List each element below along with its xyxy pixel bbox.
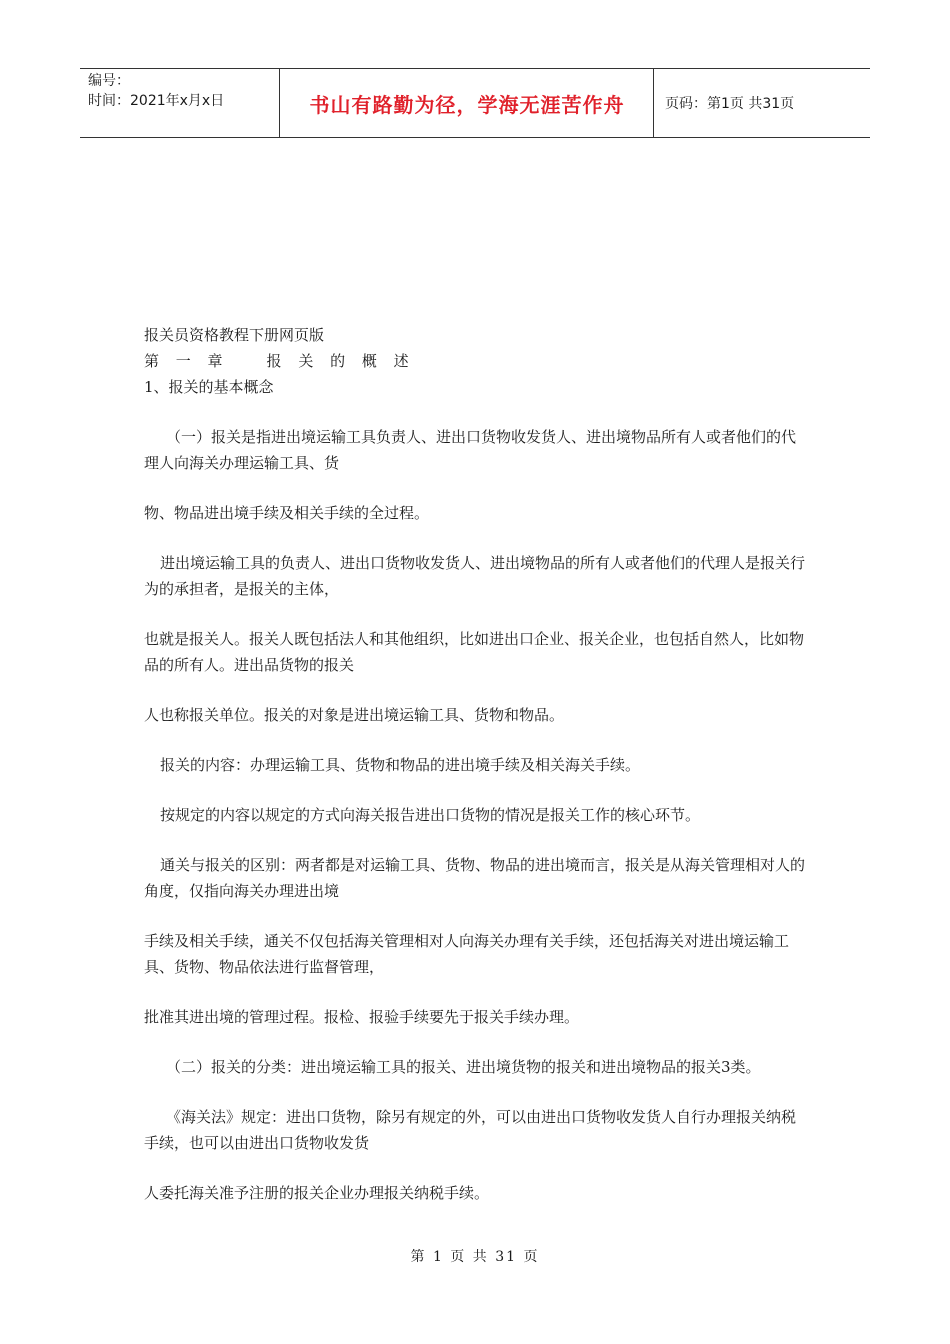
document-title: 报关员资格教程下册网页版: [144, 326, 325, 344]
paragraph: 批准其进出境的管理过程。报检、报验手续要先于报关手续办理。: [144, 1008, 580, 1026]
page-header: [80, 68, 870, 138]
header-meta: [80, 69, 280, 137]
paragraph: 物、物品进出境手续及相关手续的全过程。: [144, 504, 430, 522]
paragraph: 也就是报关人。报关人既包括法人和其他组织，比如进出口企业、报关企业，也包括自然人，比如物品的所有人。进出品货物的报关: [144, 630, 805, 674]
paragraph: 按规定的内容以规定的方式向海关报告进出口货物的情况是报关工作的核心环节。: [160, 806, 701, 824]
chapter-title: 报 关 的 概 述: [266, 352, 415, 370]
header-page-number: 页码：第1页 共31页: [665, 96, 795, 112]
header-motto: 书山有路勤为径，学海无涯苦作舟: [281, 69, 654, 137]
paragraph: 进出境运输工具的负责人、进出口货物收发货人、进出境物品的所有人或者他们的代理人是报关行为的承担者，是报关的主体，: [144, 554, 806, 598]
chapter-heading: [144, 348, 810, 374]
paragraph: 《海关法》规定：进出口货物，除另有规定的外，可以由进出口货物收发货人自行办理报关纳税手续，也可以由进出口货物收发货: [144, 1108, 797, 1152]
paragraph: 手续及相关手续，通关不仅包括海关管理相对人向海关办理有关手续，还包括海关对进出境运输工具、货物、物品依法进行监督管理，: [144, 932, 790, 976]
paragraph: （二）报关的分类：进出境运输工具的报关、进出境货物的报关和进出境物品的报关3类。: [166, 1058, 761, 1076]
paragraph: 报关的内容：办理运输工具、货物和物品的进出境手续及相关海关手续。: [160, 756, 641, 774]
document-number-label: 编号：: [88, 73, 130, 89]
page-footer: 第 1 页 共 31 页: [410, 1249, 540, 1265]
paragraph: （一）报关是指进出境运输工具负责人、进出口货物收发货人、进出境物品所有人或者他们的代理人向海关办理运输工具、货: [144, 428, 797, 472]
document-body: [144, 322, 810, 1206]
paragraph: 人委托海关准予注册的报关企业办理报关纳税手续。: [144, 1184, 490, 1202]
document-date-label: 时间：2021年x月x日: [88, 93, 225, 109]
paragraph: 人也称报关单位。报关的对象是进出境运输工具、货物和物品。: [144, 706, 565, 724]
paragraph: 通关与报关的区别：两者都是对运输工具、货物、物品的进出境而言，报关是从海关管理相对人的角度，仅指向海关办理进出境: [144, 856, 806, 900]
chapter-number: 第 一 章: [144, 352, 229, 370]
section-heading: 1、报关的基本概念: [144, 378, 274, 396]
